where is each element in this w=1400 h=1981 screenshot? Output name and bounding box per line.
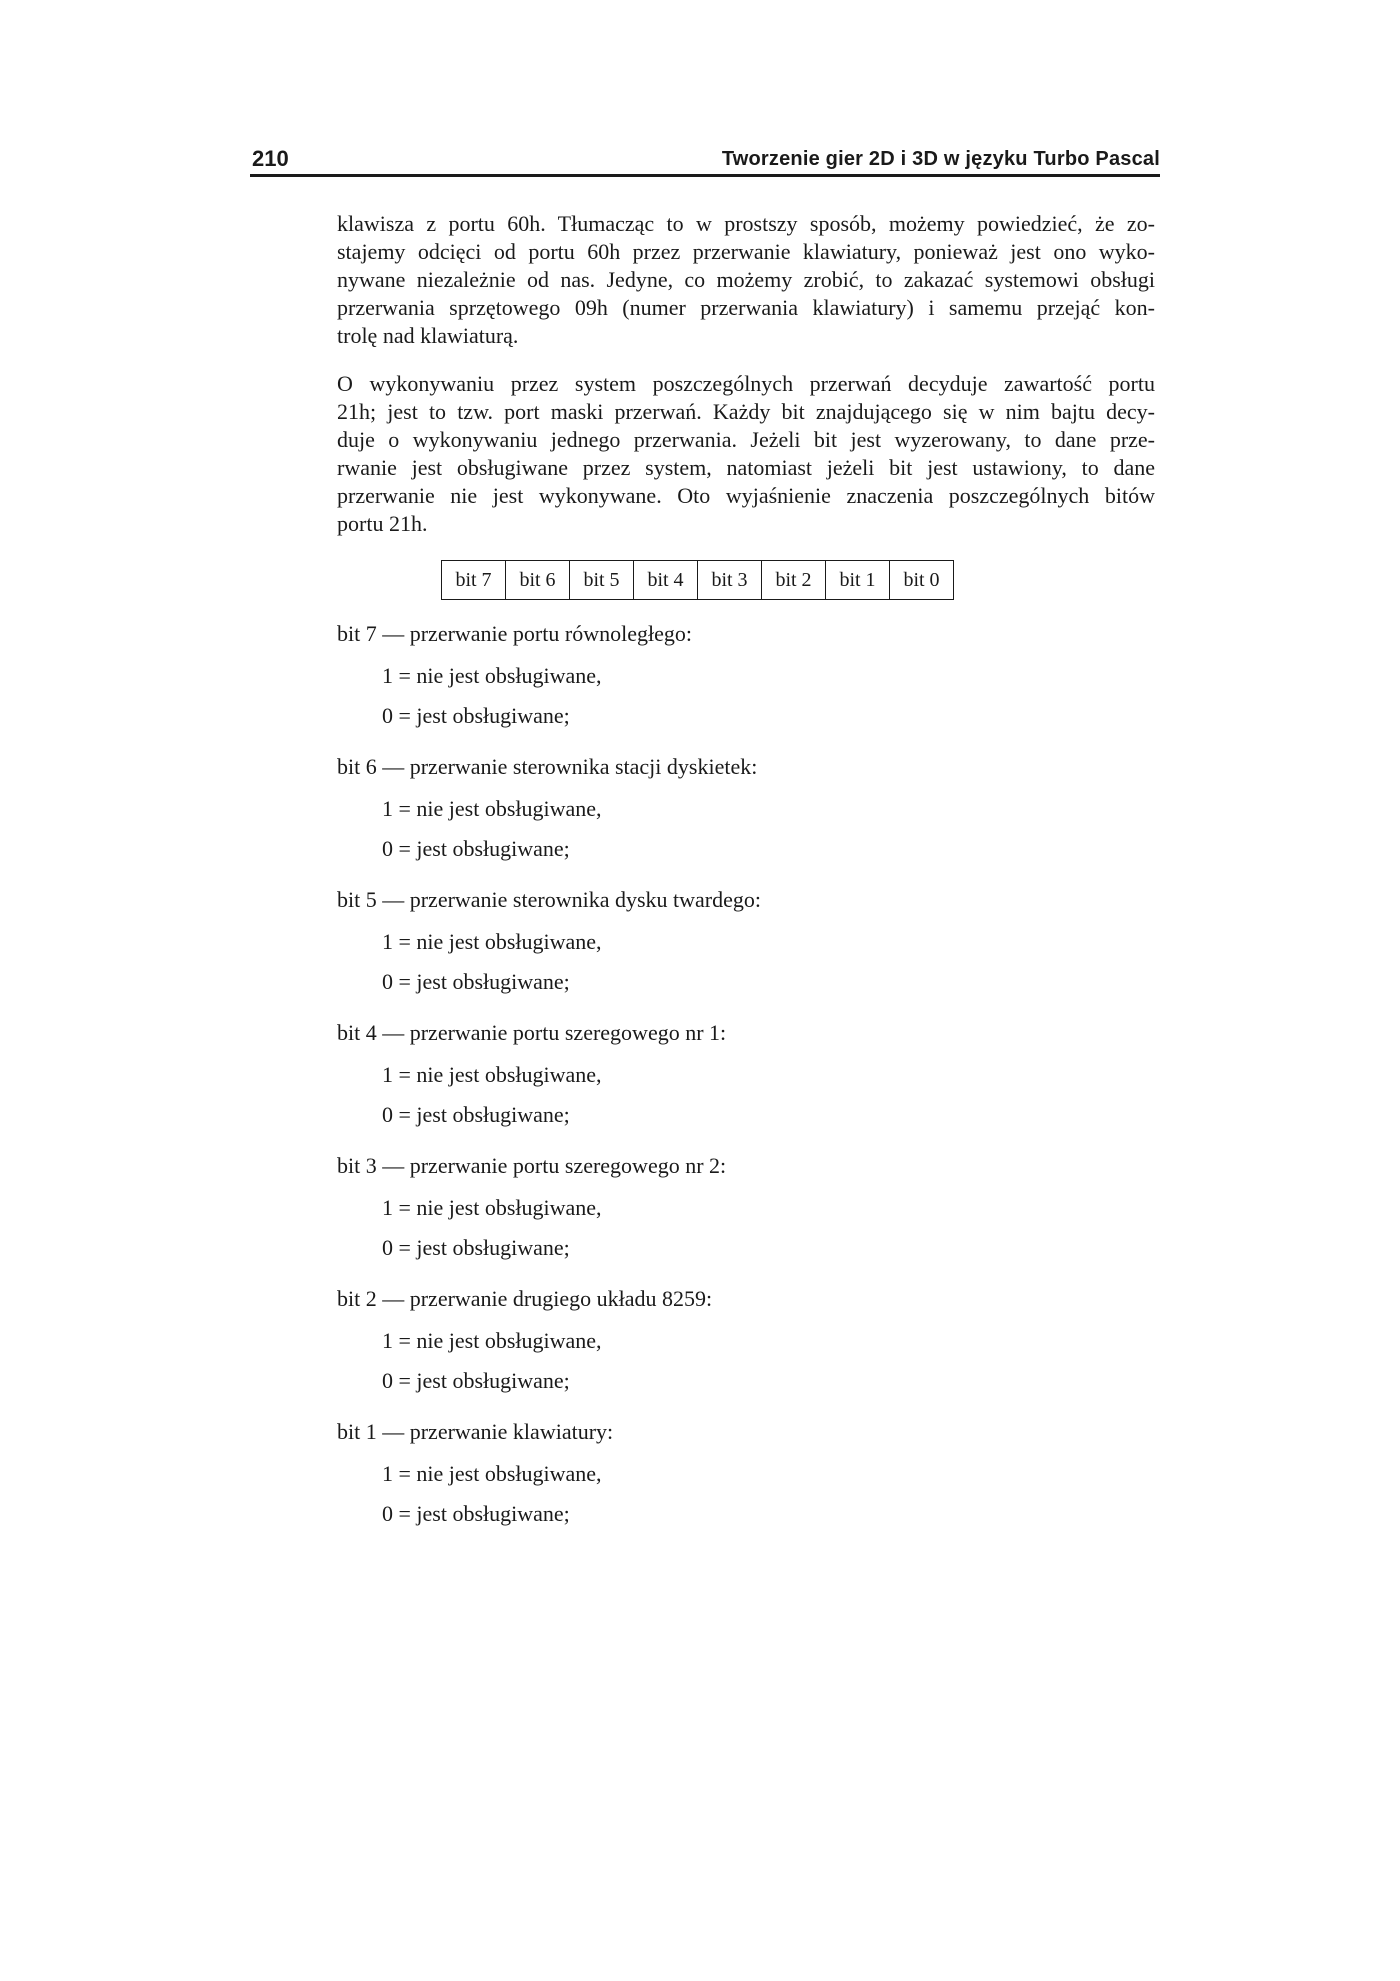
bit-definition-title: bit 1 — przerwanie klawiatury:: [337, 1419, 614, 1444]
bit-cell: bit 1: [826, 561, 890, 600]
paragraph-line: portu 21h.: [337, 511, 428, 536]
bit-value-zero: 0 = jest obsługiwane;: [382, 1235, 570, 1260]
bit-cell: bit 7: [442, 561, 506, 600]
paragraph-line: przerwania sprzętowego 09h (numer przerwania klawiatury) i samemu przejąć kon-: [337, 295, 1155, 320]
paragraph-line: trolę nad klawiaturą.: [337, 323, 519, 348]
bit-cell: bit 5: [570, 561, 634, 600]
paragraph-line: rwanie jest obsługiwane przez system, natomiast jeżeli bit jest ustawiony, to dane: [337, 455, 1155, 480]
bit-definition-title: bit 2 — przerwanie drugiego układu 8259:: [337, 1286, 713, 1311]
paragraph-line: duje o wykonywaniu jednego przerwania. Jeżeli bit jest wyzerowany, to dane prze-: [337, 427, 1155, 452]
bit-value-one: 1 = nie jest obsługiwane,: [382, 929, 602, 954]
bit-cell: bit 4: [634, 561, 698, 600]
bit-definition-title: bit 3 — przerwanie portu szeregowego nr 2:: [337, 1153, 727, 1178]
bit-cell: bit 3: [698, 561, 762, 600]
paragraph-line: stajemy odcięci od portu 60h przez przerwanie klawiatury, ponieważ jest ono wyko-: [337, 239, 1155, 264]
bit-definition-title: bit 4 — przerwanie portu szeregowego nr 1:: [337, 1020, 727, 1045]
paragraph-line: klawisza z portu 60h. Tłumacząc to w prostszy sposób, możemy powiedzieć, że zo-: [337, 211, 1155, 236]
bit-cell: bit 6: [506, 561, 570, 600]
bit-value-one: 1 = nie jest obsługiwane,: [382, 796, 602, 821]
bit-value-one: 1 = nie jest obsługiwane,: [382, 1195, 602, 1220]
bit-value-zero: 0 = jest obsługiwane;: [382, 1102, 570, 1127]
bit-value-one: 1 = nie jest obsługiwane,: [382, 1062, 602, 1087]
bit-value-one: 1 = nie jest obsługiwane,: [382, 1461, 602, 1486]
bit-definition-title: bit 7 — przerwanie portu równoległego:: [337, 621, 692, 646]
paragraph-1: [337, 210, 1155, 350]
bit-value-one: 1 = nie jest obsługiwane,: [382, 663, 602, 688]
bit-definition-title: bit 5 — przerwanie sterownika dysku twardego:: [337, 887, 761, 912]
bit-cell: bit 0: [890, 561, 954, 600]
page-number: 210: [252, 146, 289, 171]
bit-value-zero: 0 = jest obsługiwane;: [382, 836, 570, 861]
paragraph-line: 21h; jest to tzw. port maski przerwań. Każdy bit znajdującego się w nim bajtu decy-: [337, 399, 1155, 424]
bit-cell: bit 2: [762, 561, 826, 600]
bit-table: [441, 560, 954, 600]
bit-value-zero: 0 = jest obsługiwane;: [382, 1368, 570, 1393]
bit-value-zero: 0 = jest obsługiwane;: [382, 1501, 570, 1526]
paragraph-line: nywane niezależnie od nas. Jedyne, co możemy zrobić, to zakazać systemowi obsługi: [337, 267, 1155, 292]
bit-value-zero: 0 = jest obsługiwane;: [382, 703, 570, 728]
paragraph-line: przerwanie nie jest wykonywane. Oto wyjaśnienie znaczenia poszczególnych bitów: [337, 483, 1155, 508]
running-title: Tworzenie gier 2D i 3D w języku Turbo Pascal: [721, 148, 1160, 170]
paragraph-line: O wykonywaniu przez system poszczególnych przerwań decyduje zawartość portu: [337, 371, 1155, 396]
bit-value-zero: 0 = jest obsługiwane;: [382, 969, 570, 994]
bit-value-one: 1 = nie jest obsługiwane,: [382, 1328, 602, 1353]
page-header: [250, 146, 1160, 177]
bit-definition-title: bit 6 — przerwanie sterownika stacji dyskietek:: [337, 754, 758, 779]
paragraph-2: [337, 370, 1155, 538]
